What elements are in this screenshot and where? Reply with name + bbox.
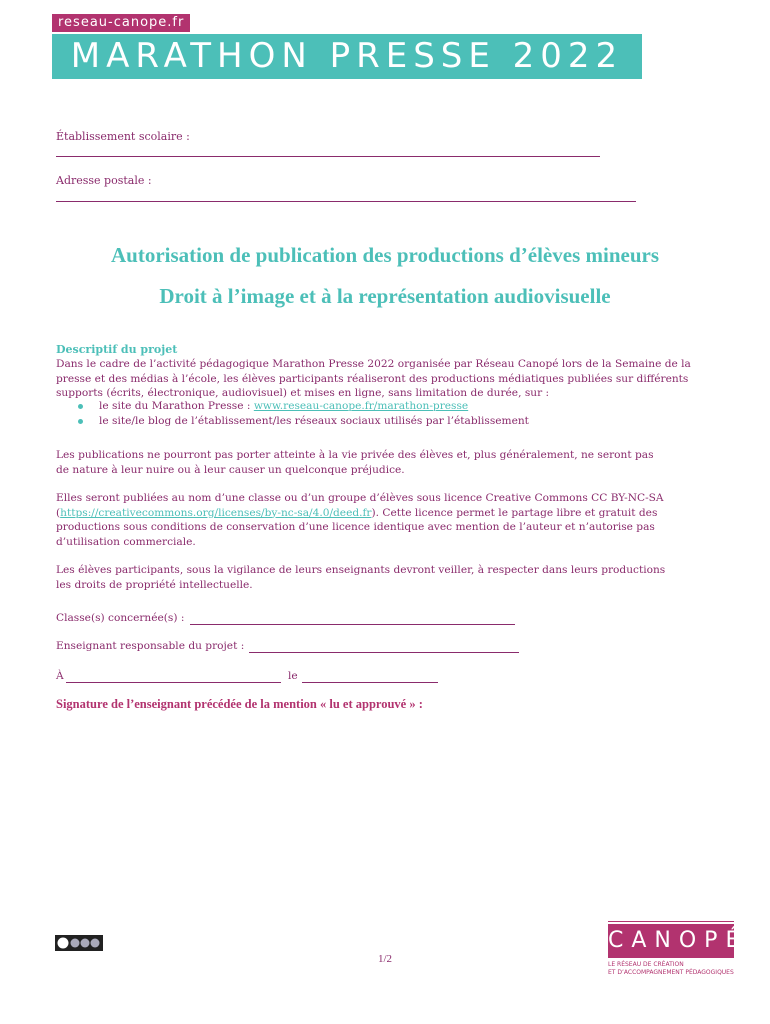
paragraph-privacy: Les publications ne pourront pas porter atteinte à la vie privée des élèves et, plus généralement, ne seront pas de nature à leur nuire ou à leur causer un quelconque préjudice. [56, 449, 654, 476]
bullet-item-2 [78, 415, 529, 427]
logo-tagline-2: ET D’ACCOMPAGNEMENT PÉDAGOGIQUES [608, 969, 734, 976]
license-link[interactable]: https://creativecommons.org/licenses/by-nc-sa/4.0/deed.fr [60, 506, 372, 519]
date-field-line[interactable] [302, 682, 438, 683]
place-label: À [56, 670, 64, 682]
address-field-line[interactable] [56, 201, 636, 202]
school-label: Établissement scolaire : [56, 130, 190, 143]
marathon-link[interactable]: www.reseau-canope.fr/marathon-presse [253, 400, 469, 412]
paragraph-ip: Les élèves participants, sous la vigilance de leurs enseignants devront veiller, à respecter dans leurs productions les droits de propriété intellectuelle. [56, 564, 666, 591]
bullet-item-1 [78, 400, 468, 412]
classes-label: Classe(s) concernée(s) : [56, 612, 185, 624]
logo-wordmark: CANOPÉ [608, 924, 734, 958]
banner-title: MARATHON PRESSE 2022 [52, 34, 642, 79]
project-heading: Descriptif du projet [56, 343, 178, 356]
bullet-1-text: le site du Marathon Presse : [99, 400, 254, 412]
bullet-icon [78, 419, 83, 424]
site-tag: reseau-canope.fr [52, 14, 190, 32]
school-field-line[interactable] [56, 156, 600, 157]
paragraph-license [56, 491, 716, 549]
document-subtitle: Droit à l’image et à la représentation audiovisuelle [159, 284, 611, 308]
place-field-line[interactable] [66, 682, 281, 683]
address-label: Adresse postale : [56, 174, 152, 187]
teacher-label: Enseignant responsable du projet : [56, 640, 245, 652]
document-title: Autorisation de publication des productions d’élèves mineurs [111, 243, 659, 267]
logo-strip [608, 914, 734, 922]
date-label: le [288, 670, 298, 682]
teacher-field-line[interactable] [249, 652, 519, 653]
license-text-a: Elles seront publiées au nom d’une classe ou d’un groupe d’élèves sous licence Creative Commons CC BY-NC-SA ( [56, 492, 664, 519]
license-text-b: ). Cette licence permet le partage libre et gratuit des productions sous conditions de conservation d’une licence identique avec mention de l’auteur et n’autorise pas d’utilisation commerciale. [56, 506, 658, 548]
canope-logo [608, 914, 748, 977]
page-number: 1/2 [377, 953, 393, 965]
logo-tagline-1: LE RÉSEAU DE CRÉATION [608, 961, 684, 968]
creative-commons-badge-icon [55, 935, 103, 951]
signature-instruction: Signature de l’enseignant précédée de la mention « lu et approuvé » : [56, 697, 423, 711]
bullet-2-text: le site/le blog de l’établissement/les réseaux sociaux utilisés par l’établissement [99, 415, 529, 427]
classes-field-line[interactable] [190, 624, 515, 625]
project-intro: Dans le cadre de l’activité pédagogique Marathon Presse 2022 organisée par Réseau Canopé lors de la Semaine de la presse et des médias à l’école, les élèves participants réaliseront des productions médiatiques publiées sur différents supports (écrits, électronique, audiovisuel) et mises en ligne, sans limitation de durée, sur : [56, 358, 691, 399]
bullet-icon [78, 404, 83, 409]
